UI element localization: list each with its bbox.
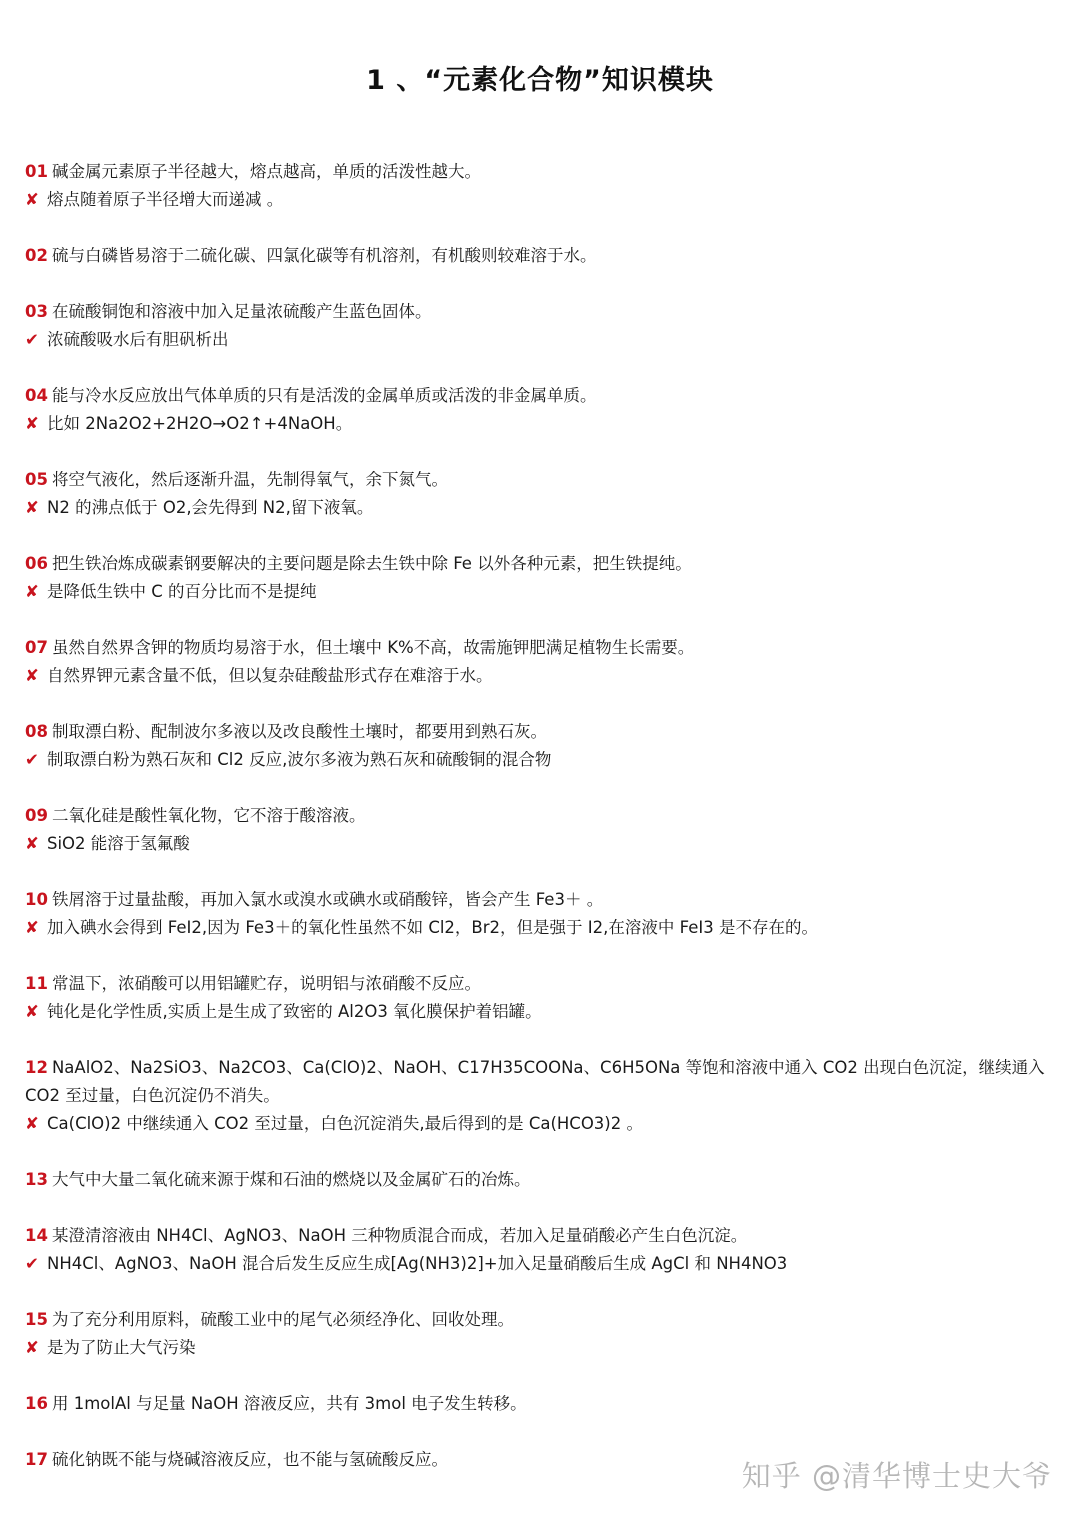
statement-text: 大气中大量二氧化硫来源于煤和石油的燃烧以及金属矿石的冶炼。 [51, 1170, 531, 1189]
statement-line [25, 382, 1060, 410]
statement-text: 某澄清溶液由 NH4Cl、AgNO3、NaOH 三种物质混合而成，若加入足量硝酸必产生白色沉淀。 [51, 1226, 748, 1245]
answer-note: 是为了防止大气污染 [47, 1338, 196, 1357]
answer-note: 加入碘水会得到 FeI2,因为 Fe3＋的氧化性虽然不如 Cl2，Br2，但是强于 I2,在溶液中 FeI3 是不存在的。 [47, 918, 818, 937]
statement-text: 制取漂白粉、配制波尔多液以及改良酸性土壤时，都要用到熟石灰。 [51, 722, 547, 741]
statement-line [25, 802, 1060, 830]
statement-item [25, 1054, 1060, 1138]
statement-line [25, 298, 1060, 326]
statement-item [25, 1390, 1060, 1418]
watermark: 知乎 @清华博士史大爷 [741, 1459, 1052, 1493]
statement-number: 03 [25, 302, 48, 321]
statement-line [25, 158, 1060, 186]
cross-icon: ✘ [25, 582, 39, 601]
answer-note: 比如 2Na2O2+2H2O→O2↑+4NaOH。 [47, 414, 353, 433]
answer-note: 制取漂白粉为熟石灰和 Cl2 反应,波尔多液为熟石灰和硫酸铜的混合物 [47, 750, 552, 769]
answer-line [25, 578, 1060, 606]
answer-note: 自然界钾元素含量不低，但以复杂硅酸盐形式存在难溶于水。 [47, 666, 493, 685]
check-icon: ✔ [25, 1254, 39, 1273]
answer-note: 钝化是化学性质,实质上是生成了致密的 Al2O3 氧化膜保护着铝罐。 [47, 1002, 542, 1021]
answer-note: 熔点随着原子半径增大而递减 。 [47, 190, 284, 209]
answer-line [25, 746, 1060, 774]
cross-icon: ✘ [25, 666, 39, 685]
statement-number: 02 [25, 246, 48, 265]
statement-number: 09 [25, 806, 48, 825]
answer-line [25, 186, 1060, 214]
answer-line [25, 998, 1060, 1026]
cross-icon: ✘ [25, 1002, 39, 1021]
answer-line [25, 1250, 1060, 1278]
cross-icon: ✘ [25, 190, 39, 209]
statement-number: 14 [25, 1226, 48, 1245]
answer-note: NH4Cl、AgNO3、NaOH 混合后发生反应生成[Ag(NH3)2]+加入足量硝酸后生成 AgCl 和 NH4NO3 [47, 1254, 788, 1273]
statement-item [25, 970, 1060, 1026]
check-icon: ✔ [25, 750, 39, 769]
answer-line [25, 914, 1060, 942]
statement-text: 把生铁冶炼成碳素钢要解决的主要问题是除去生铁中除 Fe 以外各种元素，把生铁提纯。 [51, 554, 692, 573]
statement-text: 将空气液化，然后逐渐升温，先制得氧气，余下氮气。 [51, 470, 448, 489]
statement-item [25, 718, 1060, 774]
statement-item [25, 242, 1060, 270]
answer-note: SiO2 能溶于氢氟酸 [47, 834, 190, 853]
statement-text: 碱金属元素原子半径越大，熔点越高，单质的活泼性越大。 [51, 162, 481, 181]
statement-item [25, 886, 1060, 942]
cross-icon: ✘ [25, 1114, 39, 1133]
statement-line [25, 1166, 1060, 1194]
cross-icon: ✘ [25, 918, 39, 937]
statement-item [25, 298, 1060, 354]
statement-line [25, 466, 1060, 494]
answer-line [25, 1334, 1060, 1362]
answer-line [25, 494, 1060, 522]
statement-line [25, 634, 1060, 662]
statement-line [25, 1390, 1060, 1418]
answer-note: 是降低生铁中 C 的百分比而不是提纯 [47, 582, 317, 601]
check-icon: ✔ [25, 330, 39, 349]
statement-line [25, 1306, 1060, 1334]
cross-icon: ✘ [25, 498, 39, 517]
statement-item [25, 1306, 1060, 1362]
statement-number: 11 [25, 974, 48, 993]
statement-text: 在硫酸铜饱和溶液中加入足量浓硫酸产生蓝色固体。 [51, 302, 432, 321]
statement-text: 硫与白磷皆易溶于二硫化碳、四氯化碳等有机溶剂，有机酸则较难溶于水。 [51, 246, 597, 265]
statement-text: 硫化钠既不能与烧碱溶液反应，也不能与氢硫酸反应。 [51, 1450, 448, 1469]
answer-line [25, 1110, 1060, 1138]
cross-icon: ✘ [25, 414, 39, 433]
statement-text: 二氧化硅是酸性氧化物，它不溶于酸溶液。 [51, 806, 366, 825]
answer-note: 浓硫酸吸水后有胆矾析出 [47, 330, 229, 349]
statement-line [25, 1222, 1060, 1250]
cross-icon: ✘ [25, 834, 39, 853]
statement-number: 08 [25, 722, 48, 741]
statement-text: 常温下，浓硝酸可以用铝罐贮存，说明铝与浓硝酸不反应。 [51, 974, 481, 993]
statement-item [25, 634, 1060, 690]
statement-item [25, 158, 1060, 214]
statement-item [25, 802, 1060, 858]
statement-line [25, 718, 1060, 746]
cross-icon: ✘ [25, 1338, 39, 1357]
statement-text: 能与冷水反应放出气体单质的只有是活泼的金属单质或活泼的非金属单质。 [51, 386, 597, 405]
statement-item [25, 1222, 1060, 1278]
answer-note: N2 的沸点低于 O2,会先得到 N2,留下液氧。 [47, 498, 374, 517]
statement-number: 17 [25, 1450, 48, 1469]
statement-number: 16 [25, 1394, 48, 1413]
statement-line [25, 970, 1060, 998]
statement-number: 13 [25, 1170, 48, 1189]
statement-number: 15 [25, 1310, 48, 1329]
answer-line [25, 326, 1060, 354]
statement-item [25, 382, 1060, 438]
statement-text: 为了充分利用原料，硫酸工业中的尾气必须经净化、回收处理。 [51, 1310, 514, 1329]
statement-list [25, 158, 1060, 1502]
statement-line [25, 1054, 1060, 1110]
answer-line [25, 410, 1060, 438]
statement-number: 04 [25, 386, 48, 405]
answer-line [25, 662, 1060, 690]
statement-item [25, 550, 1060, 606]
statement-number: 01 [25, 162, 48, 181]
statement-line [25, 550, 1060, 578]
statement-text: 铁屑溶于过量盐酸，再加入氯水或溴水或碘水或硝酸锌，皆会产生 Fe3＋ 。 [51, 890, 604, 909]
statement-line [25, 242, 1060, 270]
statement-item [25, 466, 1060, 522]
statement-text: NaAlO2、Na2SiO3、Na2CO3、Ca(ClO)2、NaOH、C17H35COONa、C6H5ONa 等饱和溶液中通入 CO2 出现白色沉淀，继续通入 CO2 至过量，白色沉淀仍不消失。 [25, 1058, 1045, 1105]
statement-text: 用 1molAl 与足量 NaOH 溶液反应，共有 3mol 电子发生转移。 [51, 1394, 527, 1413]
statement-number: 07 [25, 638, 48, 657]
statement-text: 虽然自然界含钾的物质均易溶于水，但土壤中 K%不高，故需施钾肥满足植物生长需要。 [51, 638, 695, 657]
statement-line [25, 886, 1060, 914]
answer-line [25, 830, 1060, 858]
answer-note: Ca(ClO)2 中继续通入 CO2 至过量，白色沉淀消失,最后得到的是 Ca(HCO3)2 。 [47, 1114, 643, 1133]
statement-number: 10 [25, 890, 48, 909]
statement-number: 12 [25, 1058, 48, 1077]
statement-number: 05 [25, 470, 48, 489]
statement-number: 06 [25, 554, 48, 573]
page-title: 1 、“元素化合物”知识模块 [366, 65, 714, 96]
statement-item [25, 1166, 1060, 1194]
